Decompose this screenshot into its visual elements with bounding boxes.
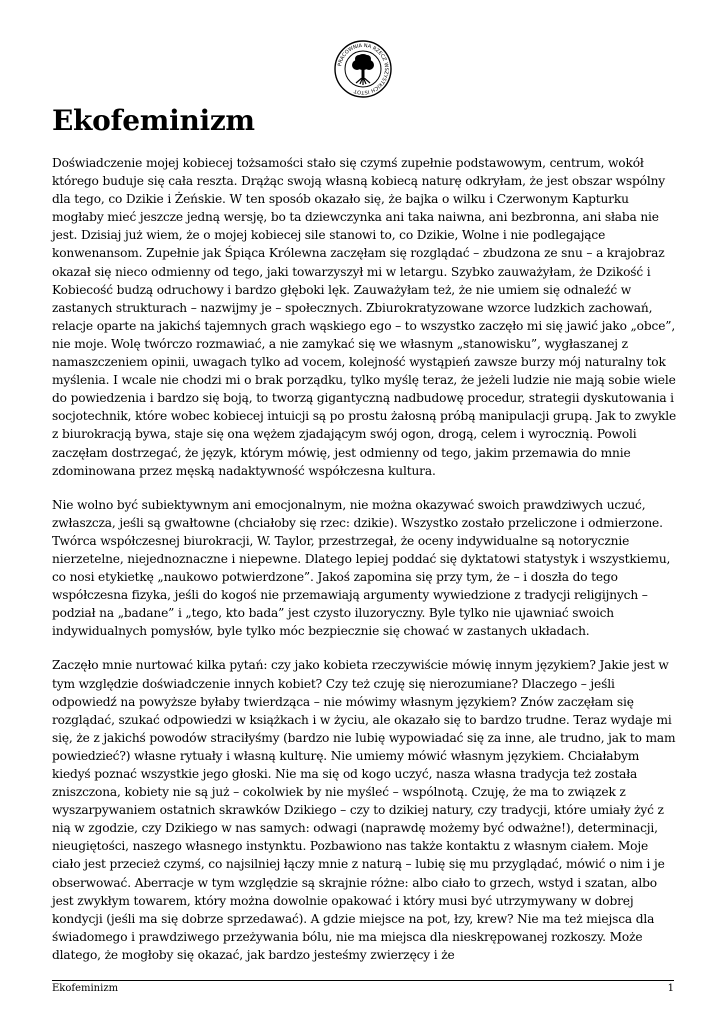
paragraph: Doświadczenie mojej kobiecej tożsamości stało się czymś zupełnie podstawowym, centrum, wokół którego buduje się cała reszta. Drążąc swoją własną kobiecą naturę odkryłam, że jest obszar wspólny dla tego, co Dzikie i Żeńskie. W ten sposób okazało się, że bajka o wilku i Czerwonym Kapturku mogłaby mieć jeszcze jedną wersję, bo ta dziewczynka ani taka naiwna, ani bezbronna, ani słaba nie jest. Dzisiaj już wiem, że o mojej kobiecej sile stanowi to, co Dzikie, Wolne i nie podlegające konwenansom. Zupełnie jak Śpiąca Królewna zaczęłam się rozglądać – zbudzona ze snu – a krajobraz okazał się nieco odmienny od tego, jaki towarzyszył mi w letargu. Szybko zauważyłam, że Dzikość i Kobiecość budzą odruchowy i bardzo głęboki lęk. Zauważyłam też, że nie umiem się odnaleźć w zastanych strukturach – nazwijmy je – społecznych. Zbiurokratyzowane wzorce ludzkich zachowań, relacje oparte na jakichś tajemnych grach wąskiego ego – to wszystko zaczęło mi się jawić jako „obce”, nie moje. Wolę twórczo rozmawiać, a nie zamykać się we własnym „stanowisku”, wygłaszanej z namaszczeniem opinii, uwagach tylko ad vocem, kolejność wystąpień zawsze burzy mój naturalny tok myślenia. I wcale nie chodzi mi o brak porządku, tylko myślę teraz, że jeżeli ludzie nie mają sobie wiele do powiedzenia i bardzo się boją, to tworzą gigantyczną nadbudowę procedur, strategii dyskutowania i socjotechnik, które wobec kobiecej intuicji są po prostu żałosną próbą manipulacji grupą. Jak to zwykle z biurokracją bywa, staje się ona wężem zjadającym swój ogon, drogą, celem i wyrocznią. Powoli zaczęłam dostrzegać, że język, którym mówię, jest odmienny od tego, jakim przemawia do mnie zdominowana przez męską nadaktywność współczesna kultura. [52, 156, 677, 478]
paragraph: Nie wolno być subiektywnym ani emocjonalnym, nie można okazywać swoich prawdziwych uczuć, zwłaszcza, jeśli są gwałtowne (chciałoby się rzec: dzikie). Wszystko zostało przeliczone i odmierzone. Twórca współczesnej biurokracji, W. Taylor, przestrzegał, że oceny indywidualne są notorycznie nierzetelne, niejednoznaczne i niepewne. Dlatego lepiej poddać się dyktatowi statystyk i wszystkiemu, co nosi etykietkę „naukowo potwierdzone”. Jakoś zapomina się przy tym, że – i doszła do tego współczesna fizyka, jeśli do kogoś nie przemawiają argumenty wywiedzione z tradycji religijnych – podział na „badane” i „tego, kto bada” jest czysto iluzoryczny. Byle tylko nie ujawniać swoich indywidualnych pomysłów, byle tylko móc bezpiecznie się chować w zastanych układach. [52, 497, 671, 639]
footer-divider [52, 980, 674, 981]
page-number: 1 [667, 983, 674, 994]
article-body [52, 154, 678, 980]
footer-title: Ekofeminizm [52, 983, 119, 994]
tree-seal-icon [334, 40, 392, 98]
page-title: Ekofeminizm [52, 104, 255, 137]
paragraph: Zaczęło mnie nurtować kilka pytań: czy jako kobieta rzeczywiście mówię innym językiem? Jakie jest w tym względzie doświadczenie innych kobiet? Czy też czuję się nierozumiane? Dlaczego – jeśli odpowiedź na powyższe byłaby twierdząca – nie mówimy własnym językiem? Znów zaczęłam się rozglądać, szukać odpowiedzi w książkach i w życiu, ale okazało się to bardzo trudne. Teraz wydaje mi się, że z jakichś powodów straciłyśmy (bardzo nie lubię wypowiadać się za inne, ale trudno, jak to mam powiedzieć?) własne rytuały i własną kulturę. Nie umiemy mówić własnym językiem. Chciałabym kiedyś poznać wszystkie jego głoski. Nie ma się od kogo uczyć, nasza własna tradycja też została zniszczona, kobiety nie są już – cokolwiek by nie myśleć – wspólnotą. Czuję, że ma to związek z wyszarpywaniem ostatnich skrawków Dzikiego – czy to dzikiej natury, czy tradycji, które umiały żyć z nią w zgodzie, czy Dzikiego w nas samych: odwagi (naprawdę możemy być odważne!), determinacji, nieugiętości, naszego własnego instynktu. Pozbawiono nas także kontaktu z własnym ciałem. Moje ciało jest przecież czymś, co najsilniej łączy mnie z naturą – lubię się mu przyglądać, mówić o nim i je obserwować. Aberracje w tym względzie są skrajnie różne: albo ciało to grzech, wstyd i szatan, albo jest zwykłym towarem, który można dowolnie opakować i który musi być utrzymywany w dobrej kondycji (jeśli ma się dobrze sprzedawać). A gdzie miejsce na pot, łzy, krew? Nie ma też miejsca dla świadomego i prawdziwego przeżywania bólu, nie ma miejsca dla nieskrępowanej rozkoszy. Może dlatego, że mogłoby się okazać, jak bardzo jesteśmy zwierzęcy i że [52, 658, 676, 962]
logo-text: PRACOWNIA NA RZECZ WSZYSTKICH ISTOT [337, 42, 390, 96]
